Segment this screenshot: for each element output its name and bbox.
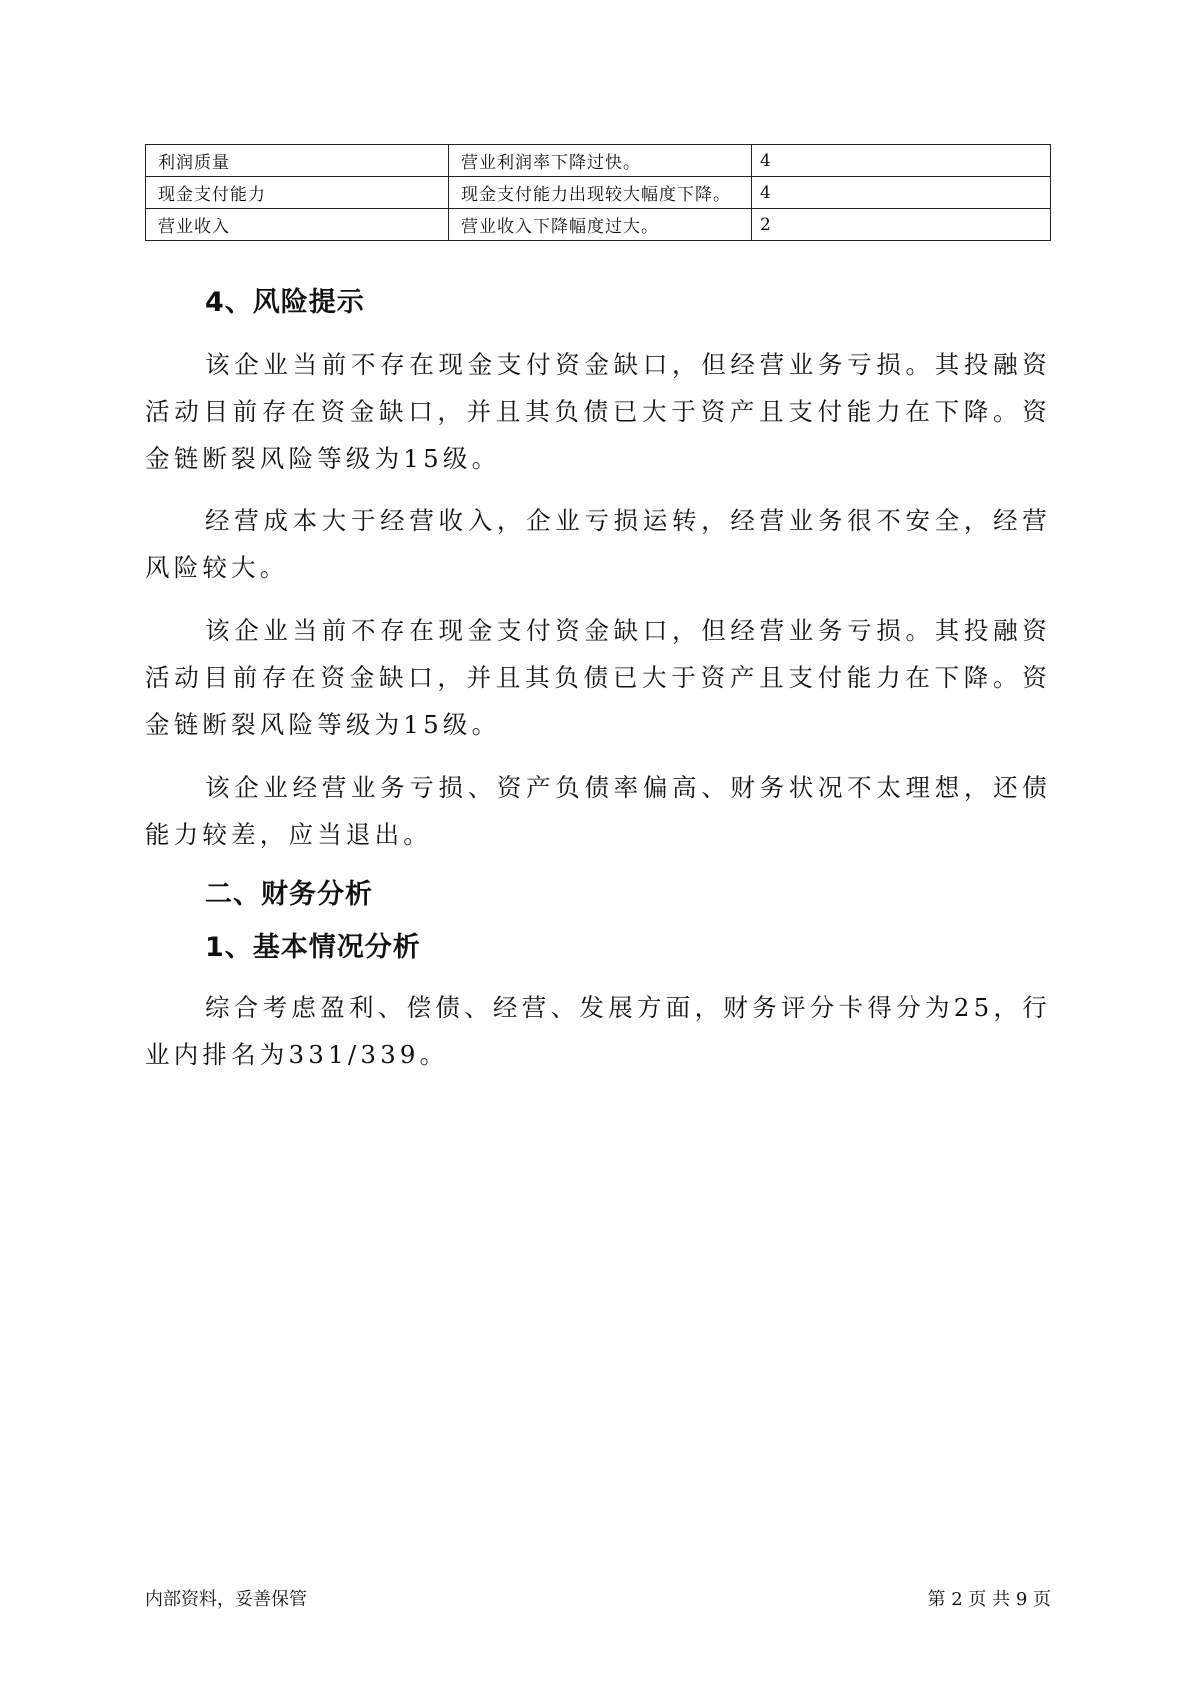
indicator-score: 4 <box>752 177 1051 209</box>
indicator-description: 现金支付能力出现较大幅度下降。 <box>449 177 752 209</box>
page-number: 第 2 页 共 9 页 <box>927 1589 1051 1610</box>
risk-paragraph: 该企业当前不存在现金支付资金缺口，但经营业务亏损。其投融资活动目前存在资金缺口，并且其负债已大于资产且支付能力在下降。资金链断裂风险等级为15级。 <box>145 350 1051 473</box>
basic-situation-heading: 1、基本情况分析 <box>205 932 421 963</box>
risk-paragraph: 该企业当前不存在现金支付资金缺口，但经营业务亏损。其投融资活动目前存在资金缺口，并且其负债已大于资产且支付能力在下降。资金链断裂风险等级为15级。 <box>145 616 1051 739</box>
indicator-name: 现金支付能力 <box>146 177 449 209</box>
indicator-score: 2 <box>752 209 1051 241</box>
table-row <box>146 177 1051 209</box>
indicator-score: 4 <box>752 145 1051 177</box>
risk-indicator-table <box>145 144 1051 241</box>
indicator-name: 营业收入 <box>146 209 449 241</box>
finance-paragraph: 综合考虑盈利、偿债、经营、发展方面，财务评分卡得分为25，行业内排名为331/339。 <box>145 993 1051 1069</box>
risk-warning-heading: 4、风险提示 <box>205 287 365 318</box>
finance-analysis-heading: 二、财务分析 <box>205 879 373 910</box>
table-row <box>146 145 1051 177</box>
confidential-note: 内部资料，妥善保管 <box>145 1589 307 1610</box>
risk-paragraph: 该企业经营业务亏损、资产负债率偏高、财务状况不太理想，还债能力较差，应当退出。 <box>145 773 1051 849</box>
table-row <box>146 209 1051 241</box>
indicator-name: 利润质量 <box>146 145 449 177</box>
risk-paragraph: 经营成本大于经营收入，企业亏损运转，经营业务很不安全，经营风险较大。 <box>145 506 1051 582</box>
indicator-description: 营业收入下降幅度过大。 <box>449 209 752 241</box>
indicator-description: 营业利润率下降过快。 <box>449 145 752 177</box>
